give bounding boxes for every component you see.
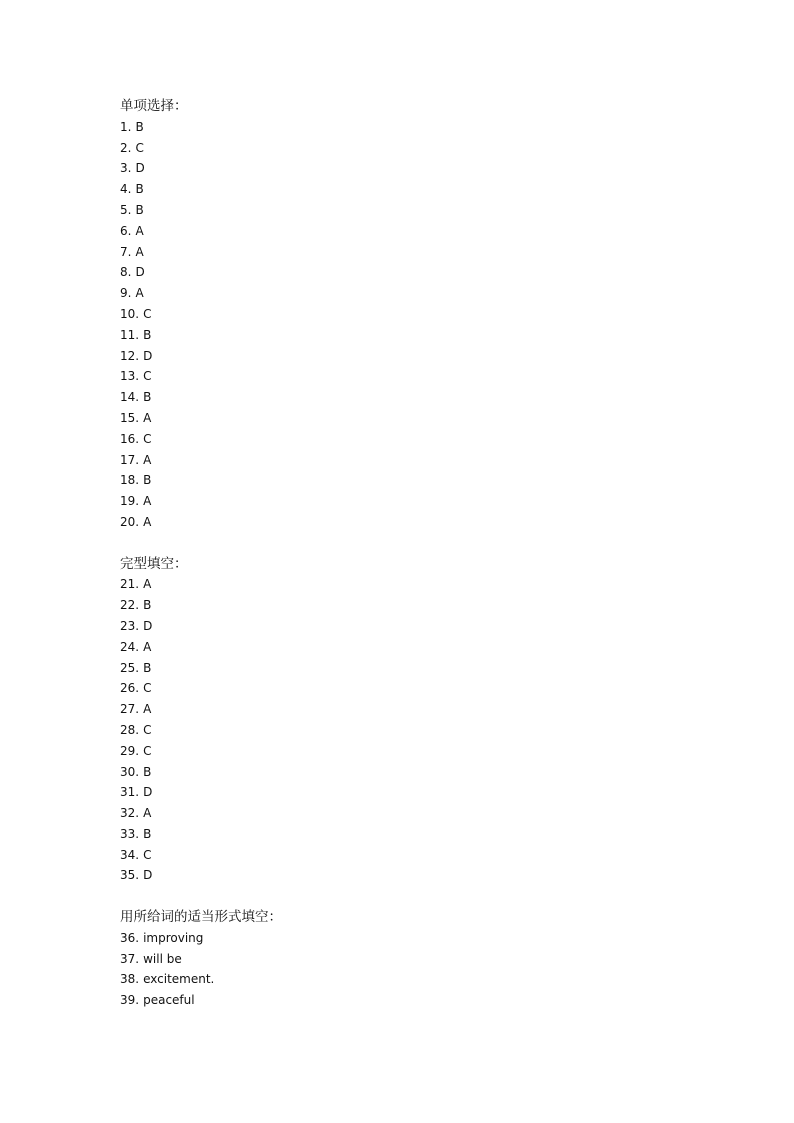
answer-value: B xyxy=(143,390,152,405)
answer-value: C xyxy=(143,722,152,737)
answer-value: B xyxy=(143,660,152,675)
answer-item xyxy=(120,720,720,741)
answer-value: peaceful xyxy=(143,993,195,1008)
answer-item xyxy=(120,949,720,970)
question-number: 37. xyxy=(120,951,140,966)
answer-value: D xyxy=(143,348,153,363)
answer-value: A xyxy=(135,244,144,259)
answer-value: B xyxy=(143,764,152,779)
answer-value: A xyxy=(143,639,152,654)
answer-item xyxy=(120,928,720,949)
answer-value: B xyxy=(135,202,144,217)
question-number: 5. xyxy=(120,202,132,217)
answer-value: excitement. xyxy=(143,972,215,987)
answer-list xyxy=(120,117,720,533)
answer-item xyxy=(120,408,720,429)
answer-item xyxy=(120,387,720,408)
answer-value: A xyxy=(143,806,152,821)
answer-value: A xyxy=(135,223,144,238)
question-number: 30. xyxy=(120,764,140,779)
question-number: 3. xyxy=(120,161,132,176)
answer-item xyxy=(120,366,720,387)
answer-value: improving xyxy=(143,930,204,945)
answer-value: C xyxy=(143,306,152,321)
section-heading: 单项选择： xyxy=(120,98,188,114)
answer-item xyxy=(120,117,720,138)
answer-item xyxy=(120,346,720,367)
answer-value: C xyxy=(143,369,152,384)
question-number: 12. xyxy=(120,348,140,363)
answer-value: A xyxy=(143,452,152,467)
question-number: 11. xyxy=(120,327,140,342)
answer-item xyxy=(120,221,720,242)
question-number: 20. xyxy=(120,514,140,529)
answer-value: B xyxy=(135,182,144,197)
question-number: 14. xyxy=(120,390,140,405)
answer-value: D xyxy=(135,265,145,280)
answer-item xyxy=(120,637,720,658)
answer-item xyxy=(120,491,720,512)
answer-item xyxy=(120,512,720,533)
answer-value: D xyxy=(143,868,153,883)
answer-item xyxy=(120,990,720,1011)
answer-value: A xyxy=(143,514,152,529)
answer-section xyxy=(120,907,720,1011)
question-number: 33. xyxy=(120,826,140,841)
answer-item xyxy=(120,242,720,263)
question-number: 10. xyxy=(120,306,140,321)
answer-item xyxy=(120,470,720,491)
question-number: 6. xyxy=(120,223,132,238)
question-number: 16. xyxy=(120,431,140,446)
question-number: 32. xyxy=(120,806,140,821)
answer-value: D xyxy=(135,161,145,176)
question-number: 39. xyxy=(120,993,140,1008)
answer-value: C xyxy=(143,743,152,758)
answer-item xyxy=(120,845,720,866)
answer-value: A xyxy=(143,410,152,425)
question-number: 17. xyxy=(120,452,140,467)
answer-value: B xyxy=(143,327,152,342)
question-number: 22. xyxy=(120,598,140,613)
answer-item xyxy=(120,762,720,783)
question-number: 9. xyxy=(120,286,132,301)
answer-item xyxy=(120,595,720,616)
section-spacer xyxy=(120,886,720,907)
question-number: 4. xyxy=(120,182,132,197)
answer-item xyxy=(120,262,720,283)
answer-item xyxy=(120,283,720,304)
question-number: 29. xyxy=(120,743,140,758)
answer-item xyxy=(120,616,720,637)
answer-item xyxy=(120,824,720,845)
answer-value: C xyxy=(143,847,152,862)
answer-item xyxy=(120,803,720,824)
section-spacer xyxy=(120,533,720,554)
answer-item xyxy=(120,699,720,720)
question-number: 35. xyxy=(120,868,140,883)
question-number: 19. xyxy=(120,494,140,509)
question-number: 15. xyxy=(120,410,140,425)
answer-item xyxy=(120,658,720,679)
section-heading: 完型填空： xyxy=(120,555,188,572)
question-number: 26. xyxy=(120,681,140,696)
answer-key-document xyxy=(120,96,720,1011)
question-number: 27. xyxy=(120,702,140,717)
question-number: 23. xyxy=(120,618,140,633)
answer-item xyxy=(120,678,720,699)
answer-value: B xyxy=(143,826,152,841)
question-number: 1. xyxy=(120,119,132,134)
answer-item xyxy=(120,158,720,179)
question-number: 28. xyxy=(120,722,140,737)
question-number: 8. xyxy=(120,265,132,280)
answer-value: A xyxy=(143,577,152,592)
section-heading: 用所给词的适当形式填空： xyxy=(120,909,282,926)
question-number: 7. xyxy=(120,244,132,259)
answer-item xyxy=(120,179,720,200)
answer-item xyxy=(120,304,720,325)
answer-value: B xyxy=(143,473,152,488)
answer-item xyxy=(120,325,720,346)
answer-item xyxy=(120,741,720,762)
answer-section xyxy=(120,96,720,554)
answer-value: B xyxy=(143,598,152,613)
answer-item xyxy=(120,865,720,886)
answer-value: D xyxy=(143,618,153,633)
answer-list xyxy=(120,574,720,886)
question-number: 24. xyxy=(120,639,140,654)
answer-value: A xyxy=(143,702,152,717)
answer-value: C xyxy=(143,431,152,446)
answer-item xyxy=(120,574,720,595)
answer-item xyxy=(120,450,720,471)
answer-item xyxy=(120,429,720,450)
answer-section xyxy=(120,554,720,908)
answer-item xyxy=(120,200,720,221)
answer-item xyxy=(120,782,720,803)
question-number: 38. xyxy=(120,972,140,987)
question-number: 25. xyxy=(120,660,140,675)
question-number: 21. xyxy=(120,577,140,592)
answer-item xyxy=(120,138,720,159)
answer-item xyxy=(120,969,720,990)
question-number: 36. xyxy=(120,930,140,945)
answer-value: C xyxy=(135,140,144,155)
question-number: 31. xyxy=(120,785,140,800)
answer-value: A xyxy=(143,494,152,509)
answer-value: D xyxy=(143,785,153,800)
question-number: 18. xyxy=(120,473,140,488)
question-number: 13. xyxy=(120,369,140,384)
answer-value: B xyxy=(135,119,144,134)
answer-value: C xyxy=(143,681,152,696)
question-number: 2. xyxy=(120,140,132,155)
question-number: 34. xyxy=(120,847,140,862)
answer-value: will be xyxy=(143,951,182,966)
answer-list xyxy=(120,928,720,1011)
answer-value: A xyxy=(135,286,144,301)
